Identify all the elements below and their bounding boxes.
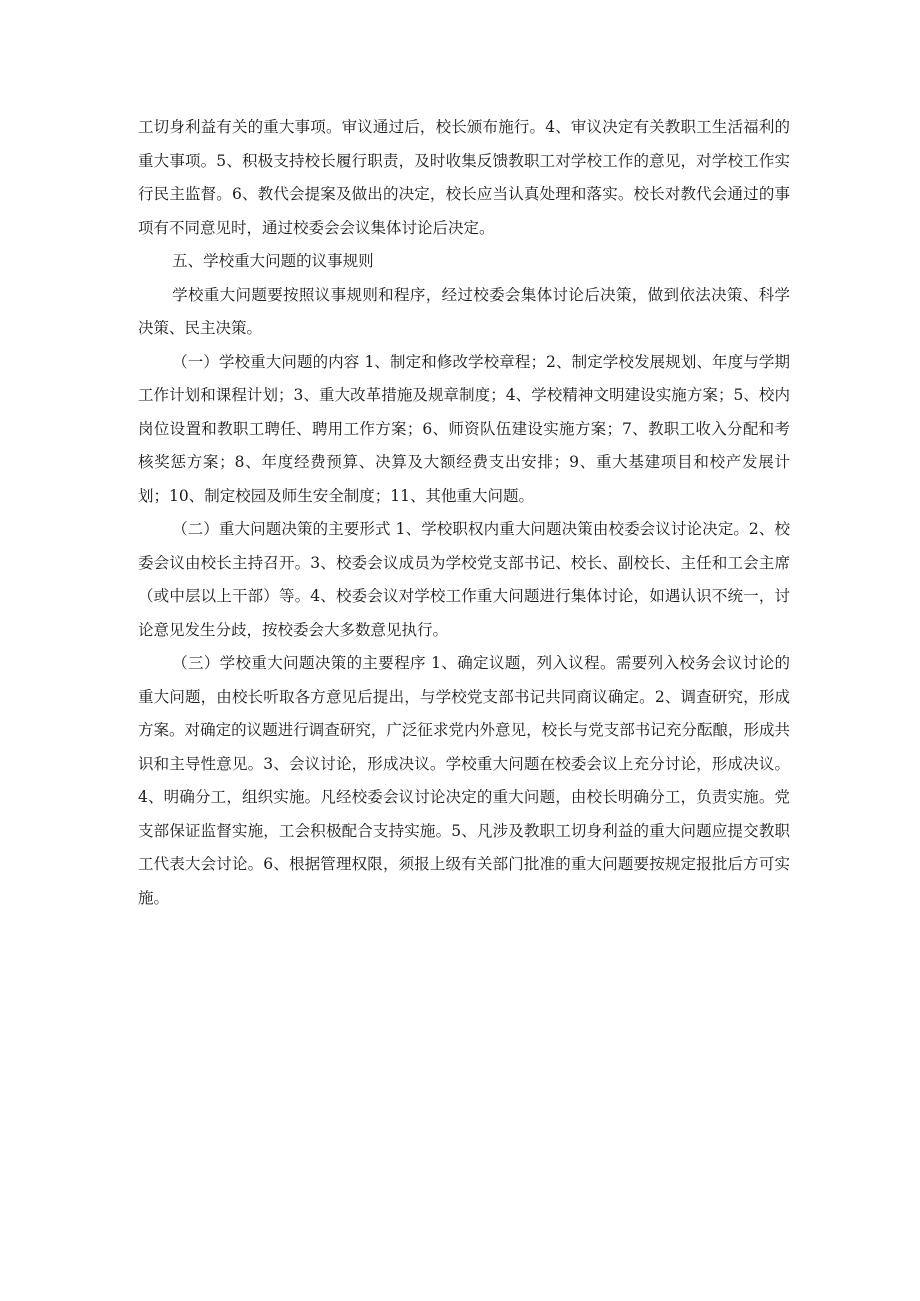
paragraph-continued: 工切身利益有关的重大事项。审议通过后，校长颁布施行。4、审议决定有关教职工生活福利的重大事项。5、积极支持校长履行职责，及时收集反馈教职工对学校工作的意见，对学校工作实行民主监督。6、教代会提案及做出的决定，校长应当认真处理和落实。校长对教代会通过的事项有不同意见时，通过校委会会议集体讨论后决定。: [138, 118, 790, 237]
paragraph-decision-forms: （二）重大问题决策的主要形式 1、学校职权内重大问题决策由校委会议讨论决定。2、校委会议由校长主持召开。3、校委会议成员为学校党支部书记、校长、副校长、主任和工会主席（或中层以上干部）等。4、校委会议对学校工作重大问题进行集体讨论，如遇认识不统一，讨论意见发生分歧，按校委会大多数意见执行。: [138, 520, 790, 639]
paragraph-major-issues-content: （一）学校重大问题的内容 1、制定和修改学校章程；2、制定学校发展规划、年度与学期工作计划和课程计划；3、重大改革措施及规章制度；4、学校精神文明建设实施方案；5、校内岗位设置和教职工聘任、聘用工作方案；6、师资队伍建设实施方案；7、教职工收入分配和考核奖惩方案；8、年度经费预算、决算及大额经费支出安排；9、重大基建项目和校产发展计划；10、制定校园及师生安全制度；11、其他重大问题。: [138, 352, 790, 505]
document-body: [138, 111, 790, 915]
paragraph-decision-procedure: （三）学校重大问题决策的主要程序 1、确定议题，列入议程。需要列入校务会议讨论的重大问题，由校长听取各方意见后提出，与学校党支部书记共同商议确定。2、调查研究，形成方案。对确定的议题进行调查研究，广泛征求党内外意见，校长与党支部书记充分酝酿，形成共识和主导性意见。3、会议讨论，形成决议。学校重大问题在校委会议上充分讨论，形成决议。4、明确分工，组织实施。凡经校委会议讨论决定的重大问题，由校长明确分工，负责实施。党支部保证监督实施，工会积极配合支持实施。5、凡涉及教职工切身利益的重大问题应提交教职工代表大会讨论。6、根据管理权限，须报上级有关部门批准的重大问题要按规定报批后方可实施。: [138, 654, 790, 907]
paragraph-rules-intro: 学校重大问题要按照议事规则和程序，经过校委会集体讨论后决策，做到依法决策、科学决策、民主决策。: [138, 285, 790, 337]
section-heading-5: 五、学校重大问题的议事规则: [172, 252, 374, 270]
